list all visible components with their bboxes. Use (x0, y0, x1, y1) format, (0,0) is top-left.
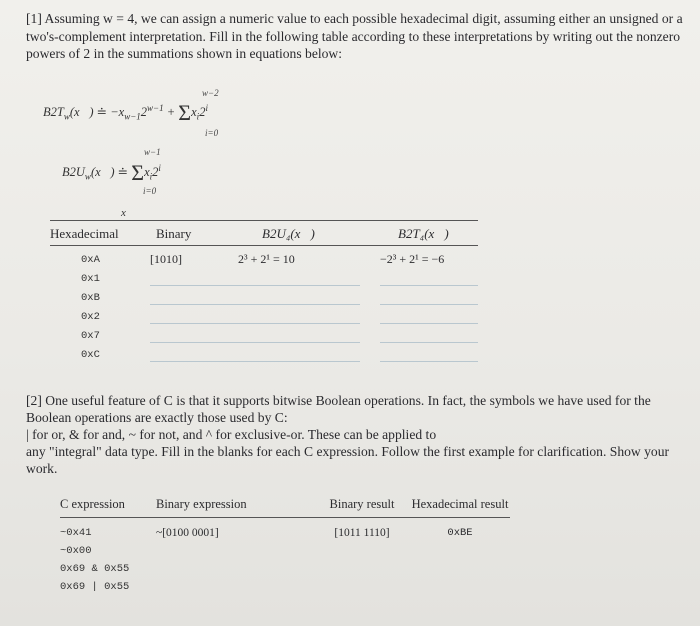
col-b2u4: B2U₄(x⃗) (238, 221, 360, 246)
binary-result-blank[interactable] (314, 560, 410, 578)
b2t-sum-upper: w−2 (202, 88, 219, 98)
b2u-sum-lower: i=0 (143, 186, 157, 196)
col-b2t4: B2T₄(x⃗) (360, 221, 478, 246)
b2t-sum-lower: i=0 (205, 128, 219, 138)
b2u-blank[interactable] (238, 288, 360, 307)
b2t-blank[interactable] (360, 345, 478, 364)
hex-result-blank[interactable] (410, 542, 510, 560)
table-row: 0x69 | 0x55 (60, 578, 510, 596)
col-binary-result: Binary result (314, 497, 410, 518)
b2u-sum-upper: w−1 (144, 147, 161, 157)
binary-expr-blank[interactable] (156, 542, 314, 560)
c-expression-table (60, 497, 510, 596)
problem-2-line-2: | for or, & for and, ~ for not, and ^ for exclusive-or. These can be applied to (26, 427, 437, 442)
col-binary: Binary (150, 221, 238, 246)
b2t-equation: $B2T_w(x⃗)$ ≐ $-x_{w-1}2^{w-1} + \Sigma x_i2^i$ (43, 100, 208, 125)
b2u-equation: $B2U_w(x⃗)$ ≐ $\Sigma x_i2^i$ (62, 160, 161, 185)
binary-result-blank[interactable] (314, 542, 410, 560)
binary-expr-blank[interactable] (156, 560, 314, 578)
table-row: 0x7 (50, 326, 478, 345)
b2t-blank[interactable] (360, 307, 478, 326)
col-hex-result: Hexadecimal result (410, 497, 510, 518)
hex-result-blank[interactable] (410, 578, 510, 596)
x-vector-label: x⃗ (121, 207, 135, 219)
problem-1-intro: [1] Assuming w = 4, we can assign a numeric value to each possible hexadecimal digit, assuming either an unsigned or a two's-complement interpretation. Fill in the following table according to these interpretations by writing out the nonzero powers of 2 in the summations shown in equations below: (26, 11, 683, 61)
table-row: 0x1 (50, 269, 478, 288)
table-row: 0xA [1010] 2³ + 2¹ = 10 −2³ + 2¹ = −6 (81, 252, 445, 266)
table-row: 0x69 & 0x55 (60, 560, 510, 578)
binary-blank[interactable] (150, 307, 238, 326)
binary-blank[interactable] (150, 269, 238, 288)
table-row: ~0x00 (60, 542, 510, 560)
problem-2-line-3: any "integral" data type. Fill in the blanks for each C expression. Follow the first example for clarification. Show your work. (26, 444, 670, 476)
b2u-blank[interactable] (238, 307, 360, 326)
b2t-blank[interactable] (360, 326, 478, 345)
problem-2-line-1: [2] One useful feature of C is that it supports bitwise Boolean operations. In fact, the symbols we have used for the Boolean operations are exactly those used by C: (26, 393, 651, 425)
table-row: 0x2 (50, 307, 478, 326)
table-row: 0xC (50, 345, 478, 364)
binary-result-blank[interactable] (314, 578, 410, 596)
b2u-blank[interactable] (238, 269, 360, 288)
binary-blank[interactable] (150, 288, 238, 307)
b2u-blank[interactable] (238, 345, 360, 364)
hex-result-blank[interactable] (410, 560, 510, 578)
col-c-expression: C expression (60, 497, 156, 518)
binary-expr-blank[interactable] (156, 578, 314, 596)
b2u-blank[interactable] (238, 326, 360, 345)
col-hexadecimal: Hexadecimal (50, 221, 150, 246)
table-row: ~0x41 ~[0100 0001] [1011 1110] 0xBE (60, 527, 473, 539)
table-row: 0xB (50, 288, 478, 307)
problem-2-intro (26, 392, 690, 477)
b2t-blank[interactable] (360, 269, 478, 288)
col-binary-expression: Binary expression (156, 497, 314, 518)
b2t-blank[interactable] (360, 288, 478, 307)
binary-blank[interactable] (150, 345, 238, 364)
binary-blank[interactable] (150, 326, 238, 345)
interpretation-table (50, 220, 478, 364)
